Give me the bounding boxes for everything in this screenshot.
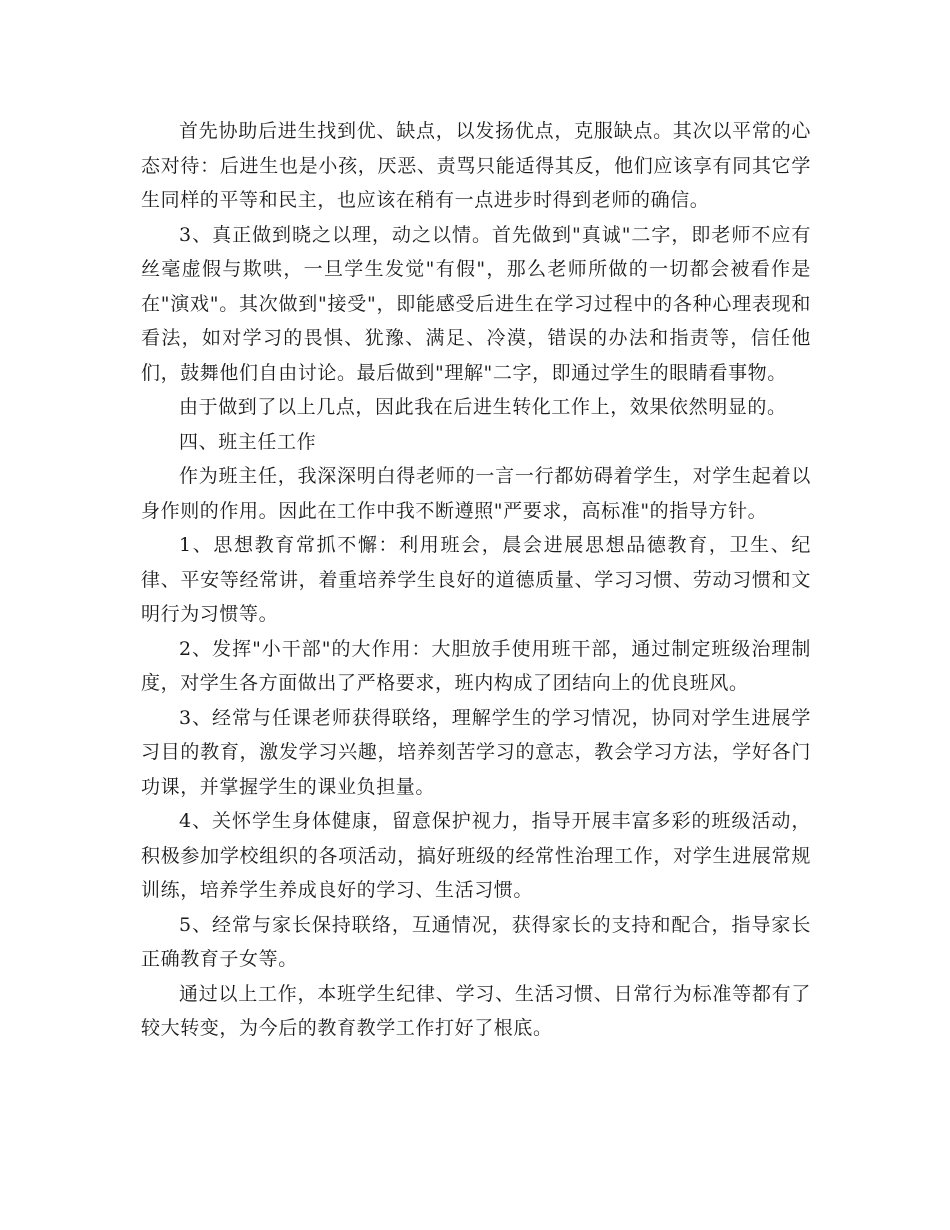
paragraph-8: 3、经常与任课老师获得联络，理解学生的学习情况，协同对学生进展学习目的教育，激发学习兴趣，培养刻苦学习的意志，教会学习方法，学好各门功课，并掌握学生的课业负担量。 [141, 706, 811, 798]
section-heading: 四、班主任工作 [179, 430, 317, 453]
paragraph-9: 4、关怀学生身体健康，留意保护视力，指导开展丰富多彩的班级活动，积极参加学校组织的各项活动，搞好班级的经常性治理工作，对学生进展常规训练，培养学生养成良好的学习、生活习惯。 [141, 810, 811, 901]
paragraph-10: 5、经常与家长保持联络，互通情况，获得家长的支持和配合，指导家长正确教育子女等。 [141, 913, 811, 970]
paragraph-3: 由于做到了以上几点，因此我在后进生转化工作上，效果依然明显的。 [179, 396, 787, 418]
paragraph-2: 3、真正做到晓之以理，动之以情。首先做到"真诚"二字，即老师不应有丝毫虚假与欺哄，一旦学生发觉"有假"，那么老师所做的一切都会被看作是在"演戏"。其次做到"接受"，即能感受后进生在学习过程中的各种心理表现和看法，如对学习的畏惧、犹豫、满足、冷漠，错误的办法和指责等，信任他们，鼓舞他们自由讨论。最后做到"理解"二字，即通过学生的眼睛看事物。 [141, 223, 811, 384]
paragraph-5: 作为班主任，我深深明白得老师的一言一行都妨碍着学生，对学生起着以身作则的作用。因此在工作中我不断遵照"严要求，高标准"的指导方针。 [141, 465, 811, 522]
paragraph-7: 2、发挥"小干部"的大作用：大胆放手使用班干部，通过制定班级治理制度，对学生各方面做出了严格要求，班内构成了团结向上的优良班风。 [141, 637, 811, 694]
paragraph-6: 1、思想教育常抓不懈：利用班会，晨会进展思想品德教育，卫生、纪律、平安等经常讲，着重培养学生良好的道德质量、学习习惯、劳动习惯和文明行为习惯等。 [141, 534, 811, 625]
paragraph-1: 首先协助后进生找到优、缺点，以发扬优点，克服缺点。其次以平常的心态对待：后进生也是小孩，厌恶、责骂只能适得其反，他们应该享有同其它学生同样的平等和民主，也应该在稍有一点进步时得到老师的确信。 [141, 120, 811, 211]
paragraph-11: 通过以上工作，本班学生纪律、学习、生活习惯、日常行为标准等都有了较大转变，为今后的教育教学工作打好了根底。 [141, 982, 811, 1039]
document-body [141, 114, 811, 1046]
